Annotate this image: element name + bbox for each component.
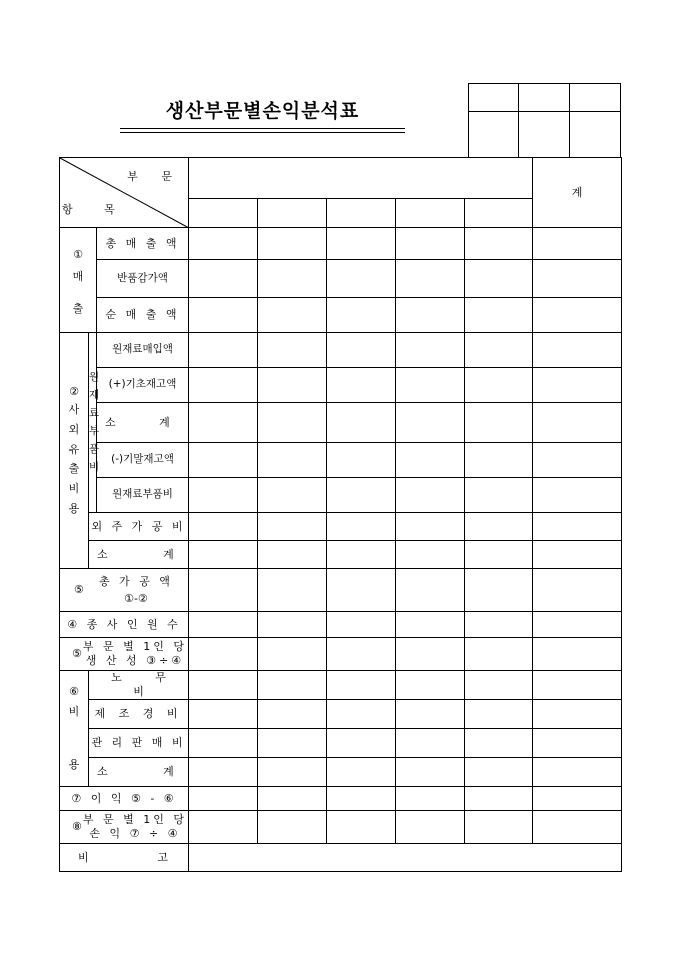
row-label: 노 무 비 xyxy=(89,671,189,700)
dept-name-cell[interactable] xyxy=(258,199,327,228)
approval-sign-cell[interactable] xyxy=(519,112,570,158)
value-cell[interactable] xyxy=(258,569,327,612)
value-cell[interactable] xyxy=(465,729,533,758)
value-cell[interactable] xyxy=(327,403,396,443)
value-cell[interactable] xyxy=(465,228,533,260)
value-cell[interactable] xyxy=(258,638,327,671)
total-header: 계 xyxy=(533,158,622,228)
value-cell[interactable] xyxy=(327,443,396,478)
value-cell[interactable] xyxy=(189,298,258,333)
value-cell[interactable] xyxy=(189,228,258,260)
row-label: 원재료부품비 xyxy=(97,478,189,513)
profit-per-person-label: ⑧ 부 문 별 1인 당 손 익 ⑦ ÷ ④ xyxy=(60,811,189,844)
value-cell[interactable] xyxy=(258,443,327,478)
page-title: 생산부문별손익분석표 xyxy=(165,100,360,122)
value-cell[interactable] xyxy=(258,758,327,787)
value-cell[interactable] xyxy=(465,403,533,443)
total-cell[interactable] xyxy=(533,513,622,541)
value-cell[interactable] xyxy=(189,729,258,758)
approval-header-cell xyxy=(519,84,570,112)
value-cell[interactable] xyxy=(465,298,533,333)
total-cell[interactable] xyxy=(533,443,622,478)
value-cell[interactable] xyxy=(327,569,396,612)
value-cell[interactable] xyxy=(258,368,327,403)
diagonal-line xyxy=(60,158,189,228)
title-underline xyxy=(120,128,405,129)
value-cell[interactable] xyxy=(327,228,396,260)
value-cell[interactable] xyxy=(396,298,465,333)
value-cell[interactable] xyxy=(258,403,327,443)
employee-count-label: ④ 종 사 인 원 수 xyxy=(60,612,189,638)
value-cell[interactable] xyxy=(327,478,396,513)
row-label: 반품감가액 xyxy=(97,260,189,298)
row-label: (-)기말재고액 xyxy=(97,443,189,478)
remarks-cell[interactable] xyxy=(189,844,622,872)
value-cell[interactable] xyxy=(465,260,533,298)
value-cell[interactable] xyxy=(189,260,258,298)
value-cell[interactable] xyxy=(189,638,258,671)
value-cell[interactable] xyxy=(396,228,465,260)
value-cell[interactable] xyxy=(327,368,396,403)
value-cell[interactable] xyxy=(396,443,465,478)
value-cell[interactable] xyxy=(258,671,327,700)
dept-name-cell[interactable] xyxy=(396,199,465,228)
value-cell[interactable] xyxy=(189,478,258,513)
row-label: 제 조 경 비 xyxy=(89,700,189,729)
approval-sign-cell[interactable] xyxy=(469,112,519,158)
value-cell[interactable] xyxy=(465,541,533,569)
total-cell[interactable] xyxy=(533,478,622,513)
value-cell[interactable] xyxy=(189,671,258,700)
value-cell[interactable] xyxy=(396,729,465,758)
dept-name-cell[interactable] xyxy=(189,199,258,228)
value-cell[interactable] xyxy=(189,700,258,729)
value-cell[interactable] xyxy=(258,298,327,333)
item-label: 항 목 xyxy=(62,203,129,217)
value-cell[interactable] xyxy=(327,700,396,729)
dept-name-cell[interactable] xyxy=(465,199,533,228)
value-cell[interactable] xyxy=(396,612,465,638)
sales-section-label: ① 매 출 xyxy=(60,228,97,333)
value-cell[interactable] xyxy=(396,368,465,403)
value-cell[interactable] xyxy=(258,260,327,298)
row-label: 원재료매입액 xyxy=(97,333,189,368)
dept-header-cell[interactable] xyxy=(189,158,533,199)
value-cell[interactable] xyxy=(189,541,258,569)
total-cell[interactable] xyxy=(533,671,622,700)
value-cell[interactable] xyxy=(327,541,396,569)
value-cell[interactable] xyxy=(396,758,465,787)
total-cell[interactable] xyxy=(533,260,622,298)
value-cell[interactable] xyxy=(465,638,533,671)
profit-label: ⑦ 이 익 ⑤ - ⑥ xyxy=(60,787,189,811)
value-cell[interactable] xyxy=(396,700,465,729)
value-cell[interactable] xyxy=(189,569,258,612)
value-cell[interactable] xyxy=(189,811,258,844)
approval-header-cell xyxy=(469,84,519,112)
value-cell[interactable] xyxy=(189,368,258,403)
total-cell[interactable] xyxy=(533,787,622,811)
value-cell[interactable] xyxy=(258,787,327,811)
value-cell[interactable] xyxy=(465,811,533,844)
approval-sign-cell[interactable] xyxy=(570,112,621,158)
value-cell[interactable] xyxy=(465,612,533,638)
total-cell[interactable] xyxy=(533,612,622,638)
value-cell[interactable] xyxy=(327,260,396,298)
productivity-label: ⑤ 부 문 별 1인 당 생 산 성 ③÷④ xyxy=(60,638,189,671)
total-cell[interactable] xyxy=(533,638,622,671)
value-cell[interactable] xyxy=(396,513,465,541)
value-cell[interactable] xyxy=(396,478,465,513)
row-label: 관 리 판 매 비 xyxy=(89,729,189,758)
value-cell[interactable] xyxy=(258,228,327,260)
external-expense-section-label: ② 사 외 유 출 비 용 xyxy=(60,333,89,569)
value-cell[interactable] xyxy=(396,787,465,811)
value-cell[interactable] xyxy=(327,787,396,811)
value-cell[interactable] xyxy=(189,787,258,811)
value-cell[interactable] xyxy=(396,260,465,298)
value-cell[interactable] xyxy=(258,541,327,569)
value-cell[interactable] xyxy=(189,443,258,478)
total-cell[interactable] xyxy=(533,569,622,612)
value-cell[interactable] xyxy=(465,513,533,541)
value-cell[interactable] xyxy=(396,811,465,844)
value-cell[interactable] xyxy=(396,403,465,443)
row-label: 순 매 출 액 xyxy=(97,298,189,333)
total-cell[interactable] xyxy=(533,811,622,844)
value-cell[interactable] xyxy=(396,333,465,368)
value-cell[interactable] xyxy=(258,811,327,844)
analysis-table xyxy=(59,157,622,872)
value-cell[interactable] xyxy=(327,811,396,844)
value-cell[interactable] xyxy=(189,403,258,443)
value-cell[interactable] xyxy=(327,513,396,541)
value-cell[interactable] xyxy=(396,541,465,569)
value-cell[interactable] xyxy=(465,758,533,787)
total-cell[interactable] xyxy=(533,758,622,787)
value-cell[interactable] xyxy=(396,569,465,612)
value-cell[interactable] xyxy=(465,569,533,612)
approval-box xyxy=(468,83,621,158)
value-cell[interactable] xyxy=(258,729,327,758)
value-cell[interactable] xyxy=(465,787,533,811)
value-cell[interactable] xyxy=(465,478,533,513)
value-cell[interactable] xyxy=(258,612,327,638)
total-cell[interactable] xyxy=(533,541,622,569)
row-label: 총 매 출 액 xyxy=(97,228,189,260)
total-cell[interactable] xyxy=(533,298,622,333)
dept-label: 부 문 xyxy=(127,170,183,183)
row-label: (+)기초재고액 xyxy=(97,368,189,403)
value-cell[interactable] xyxy=(189,333,258,368)
value-cell[interactable] xyxy=(465,700,533,729)
value-cell[interactable] xyxy=(327,638,396,671)
row-label: 소 계 xyxy=(97,403,189,443)
total-cell[interactable] xyxy=(533,368,622,403)
value-cell[interactable] xyxy=(189,612,258,638)
total-cell[interactable] xyxy=(533,228,622,260)
dept-name-cell[interactable] xyxy=(327,199,396,228)
value-cell[interactable] xyxy=(327,298,396,333)
expense-section-label: ⑥ 비 용 xyxy=(60,671,89,787)
total-cell[interactable] xyxy=(533,700,622,729)
value-cell[interactable] xyxy=(465,443,533,478)
value-cell[interactable] xyxy=(465,671,533,700)
total-cell[interactable] xyxy=(533,729,622,758)
processing-total-label: ⑤ 총 가 공 액 ①-② xyxy=(60,569,189,612)
remarks-label: 비 고 xyxy=(60,844,189,872)
value-cell[interactable] xyxy=(327,333,396,368)
value-cell[interactable] xyxy=(327,612,396,638)
row-label: 소 계 xyxy=(89,541,189,569)
header-diagonal-cell xyxy=(60,158,189,228)
value-cell[interactable] xyxy=(258,478,327,513)
title-underline-2 xyxy=(120,132,405,133)
material-cost-label: 원 재 료 부 품 비 xyxy=(89,333,97,513)
value-cell[interactable] xyxy=(189,513,258,541)
value-cell[interactable] xyxy=(327,729,396,758)
row-label: 외 주 가 공 비 xyxy=(89,513,189,541)
value-cell[interactable] xyxy=(258,700,327,729)
value-cell[interactable] xyxy=(396,638,465,671)
value-cell[interactable] xyxy=(465,368,533,403)
total-cell[interactable] xyxy=(533,333,622,368)
value-cell[interactable] xyxy=(327,758,396,787)
value-cell[interactable] xyxy=(258,333,327,368)
value-cell[interactable] xyxy=(258,513,327,541)
value-cell[interactable] xyxy=(327,671,396,700)
value-cell[interactable] xyxy=(396,671,465,700)
value-cell[interactable] xyxy=(189,758,258,787)
value-cell[interactable] xyxy=(465,333,533,368)
approval-header-cell xyxy=(570,84,621,112)
row-label: 소 계 xyxy=(89,758,189,787)
total-cell[interactable] xyxy=(533,403,622,443)
